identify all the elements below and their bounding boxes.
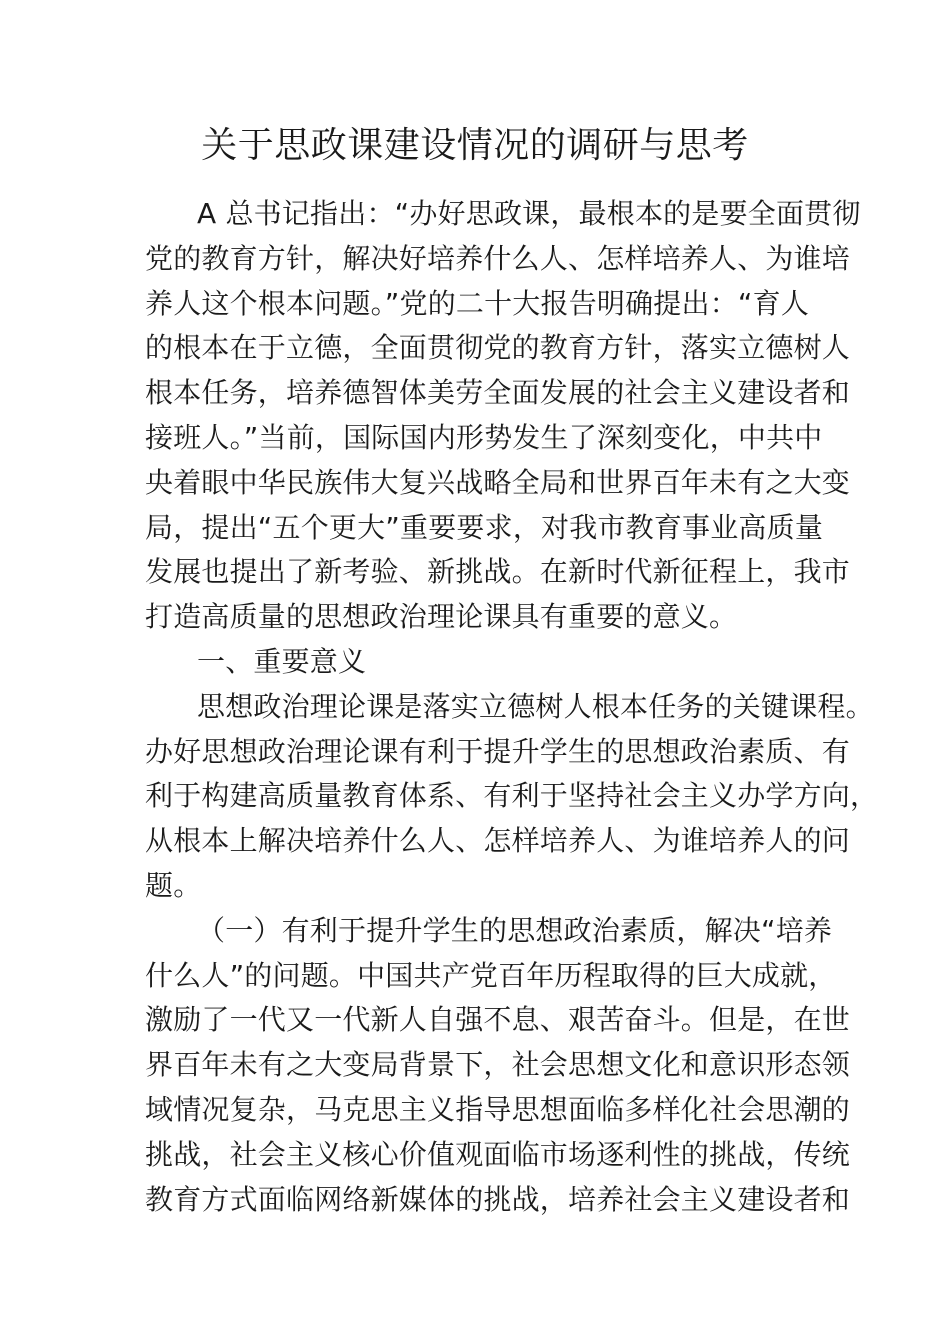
- paragraph-3-line-6: 挑战，社会主义核心价值观面临市场逐利性的挑战，传统: [145, 1137, 851, 1171]
- paragraph-2-line-3: 利于构建高质量教育体系、有利于坚持社会主义办学方向，: [145, 779, 879, 813]
- section-heading: 一、重要意义: [197, 644, 367, 678]
- paragraph-1-line-6: 接班人。”当前，国际国内形势发生了深刻变化，中共中: [145, 420, 823, 454]
- paragraph-1-line-4: 的根本在于立德，全面贯彻党的教育方针，落实立德树人: [145, 331, 851, 365]
- paragraph-1-line-8: 局，提出“五个更大”重要要求，对我市教育事业高质量: [145, 510, 824, 544]
- paragraph-1-line-10: 打造高质量的思想政治理论课具有重要的意义。: [145, 600, 738, 634]
- paragraph-1-line-1: A 总书记指出：“办好思政课，最根本的是要全面贯彻: [197, 197, 861, 230]
- paragraph-3-line-4: 界百年未有之大变局背景下，社会思想文化和意识形态领: [145, 1048, 851, 1082]
- paragraph-3-line-1: （一）有利于提升学生的思想政治素质，解决“培养: [197, 913, 833, 947]
- paragraph-2-line-2: 办好思想政治理论课有利于提升学生的思想政治素质、有: [145, 734, 851, 768]
- paragraph-1-line-5: 根本任务，培养德智体美劳全面发展的社会主义建设者和: [145, 376, 851, 410]
- paragraph-1-line-3: 养人这个根本问题。”党的二十大报告明确提出：“育人: [145, 286, 810, 320]
- paragraph-3-line-3: 激励了一代又一代新人自强不息、艰苦奋斗。但是，在世: [145, 1003, 851, 1037]
- paragraph-2-line-4: 从根本上解决培养什么人、怎样培养人、为谁培养人的问: [145, 824, 851, 858]
- document-title: 关于思政课建设情况的调研与思考: [201, 125, 749, 166]
- paragraph-1-line-9: 发展也提出了新考验、新挑战。在新时代新征程上，我市: [145, 555, 851, 589]
- paragraph-3-line-2: 什么人”的问题。中国共产党百年历程取得的巨大成就，: [145, 958, 837, 992]
- paragraph-2-line-1: 思想政治理论课是落实立德树人根本任务的关键课程。: [197, 689, 874, 723]
- paragraph-3-line-7: 教育方式面临网络新媒体的挑战，培养社会主义建设者和: [145, 1182, 851, 1216]
- paragraph-3-line-5: 域情况复杂，马克思主义指导思想面临多样化社会思潮的: [145, 1092, 851, 1126]
- paragraph-2-line-5: 题。: [145, 868, 202, 902]
- document-body: [145, 192, 879, 1222]
- paragraph-1-line-7: 央着眼中华民族伟大复兴战略全局和世界百年未有之大变: [145, 465, 851, 499]
- paragraph-1-line-2: 党的教育方针，解决好培养什么人、怎样培养人、为谁培: [145, 241, 851, 275]
